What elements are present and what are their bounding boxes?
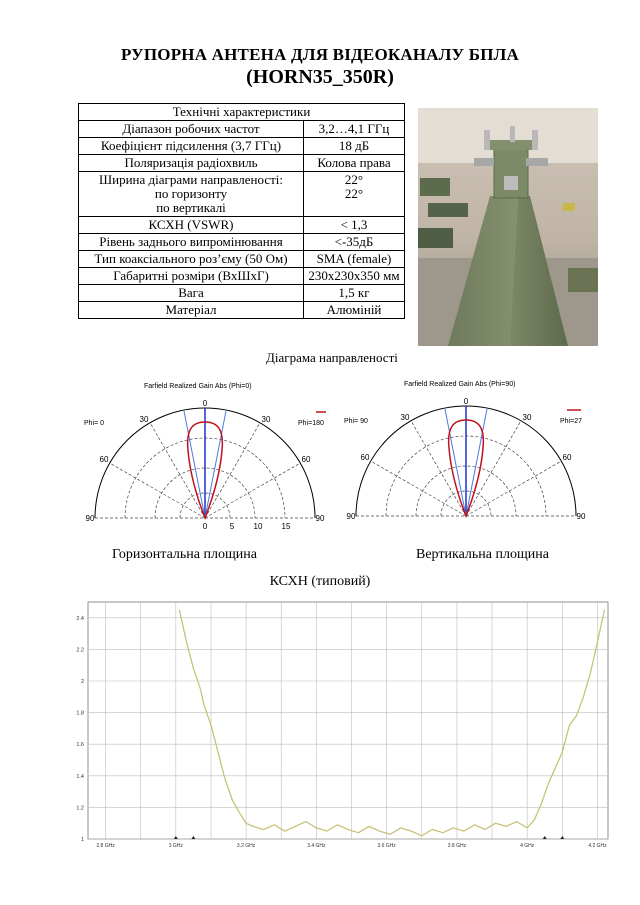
radial-label: 10: [253, 522, 263, 531]
spec-value: < 1,3: [304, 217, 405, 234]
phi-label-right: Phi=27: [560, 418, 582, 425]
polar-plot-horizontal: [80, 395, 330, 535]
spec-param: КСХН (VSWR): [79, 217, 304, 234]
angle-label: 30: [400, 413, 410, 422]
phi-label-left: Phi= 0: [84, 420, 105, 427]
angle-label: 60: [301, 455, 311, 464]
x-tick-labels: [96, 843, 607, 849]
chart-plot-area: [88, 602, 608, 839]
table-row: [79, 217, 405, 234]
table-row: [79, 155, 405, 172]
y-tick-label: 2.4: [76, 615, 84, 622]
spec-param: Коефіцієнт підсилення (3,7 ГГц): [79, 138, 304, 155]
table-row: [79, 302, 405, 319]
radial-label: 5: [229, 522, 235, 531]
angle-label: 0: [202, 399, 208, 408]
document-title-line1: РУПОРНА АНТЕНА ДЛЯ ВІДЕОКАНАЛУ БПЛА: [121, 45, 519, 64]
table-row: [79, 172, 405, 217]
spec-value: Алюміній: [304, 302, 405, 319]
radial-label: 0: [202, 522, 208, 531]
beamwidth-line-left: [445, 409, 466, 516]
angle-label: 90: [576, 512, 586, 521]
diagram-section-title: Діаграма направленості: [266, 350, 398, 365]
x-tick-label: 4.2 GHz: [588, 843, 607, 849]
y-tick-label: 1: [80, 837, 84, 843]
table-row: [79, 138, 405, 155]
spec-param: Рівень заднього випромінювання: [79, 234, 304, 251]
table-row: [79, 234, 405, 251]
vswr-chart: [70, 600, 615, 855]
x-tick-label: 2.8 GHz: [96, 843, 115, 849]
angle-label: 0: [463, 397, 469, 406]
y-tick-label: 1.8: [76, 710, 84, 717]
antenna-photo-illustration: [418, 108, 598, 346]
beamwidth-line-right: [205, 411, 226, 518]
spec-param: Поляризація радіохвиль: [79, 155, 304, 172]
x-tick-label: 3.2 GHz: [236, 843, 256, 849]
radial-label: 15: [281, 522, 291, 531]
spec-value: 18 дБ: [304, 138, 405, 155]
spec-value: 3,2…4,1 ГГц: [304, 121, 405, 138]
spec-value-line: 22°: [344, 186, 364, 201]
spec-param-line: по вертикалі: [156, 200, 226, 215]
caption-horizontal-plane: Горизонтальна площина: [112, 547, 257, 562]
angle-label: 30: [522, 413, 532, 422]
angle-label: 90: [85, 514, 95, 523]
spec-table-heading-row: [79, 104, 405, 121]
spec-value: 230х230х350 мм: [304, 268, 405, 285]
beamwidth-line-right: [466, 409, 487, 516]
polar-plot-vertical: [341, 393, 591, 533]
spec-param: Вага: [79, 285, 304, 302]
table-row: [79, 285, 405, 302]
y-tick-label: 2: [80, 679, 84, 685]
y-tick-label: 2.2: [76, 647, 84, 654]
spec-param-line: Ширина діаграми направленості:: [99, 172, 283, 187]
spec-value-line: 22°: [344, 172, 364, 187]
polar-plot-title-right: Farfield Realized Gain Abs (Phi=90): [404, 381, 516, 388]
polar-plot-title-left: Farfield Realized Gain Abs (Phi=0): [144, 383, 252, 390]
spec-value: 1,5 кг: [304, 285, 405, 302]
table-row: [79, 121, 405, 138]
angle-label: 90: [346, 512, 356, 521]
table-row: [79, 251, 405, 268]
spec-value: SMA (female): [304, 251, 405, 268]
spec-param: [79, 172, 304, 217]
x-tick-label: 4 GHz: [520, 843, 535, 849]
beamwidth-line-left: [184, 411, 205, 518]
y-tick-labels: [76, 616, 84, 843]
caption-vertical-plane: Вертикальна площина: [416, 547, 549, 562]
x-tick-label: 3.8 GHz: [447, 843, 467, 849]
spec-param: Діапазон робочих частот: [79, 121, 304, 138]
antenna-photo: [418, 108, 598, 346]
spec-value: <-35дБ: [304, 234, 405, 251]
vswr-chart-title: КСХН (типовий): [269, 574, 371, 589]
spec-table-heading: Технічні характеристики: [79, 104, 405, 121]
angle-label: 60: [360, 453, 370, 462]
phi-label-right: Phi=180: [298, 420, 324, 427]
phi-label-left: Phi= 90: [344, 418, 368, 425]
angle-label: 60: [99, 455, 109, 464]
spec-value: [304, 172, 405, 217]
spec-param: Матеріал: [79, 302, 304, 319]
y-tick-label: 1.6: [76, 742, 84, 749]
angle-label: 30: [139, 415, 149, 424]
document-title-line2: (HORN35_350R): [246, 66, 394, 88]
spec-param-line: по горизонту: [154, 186, 228, 201]
x-tick-label: 3 GHz: [168, 843, 183, 849]
spec-param: Габаритні розміри (ВхШхГ): [79, 268, 304, 285]
x-tick-label: 3.6 GHz: [377, 843, 396, 849]
table-row: [79, 268, 405, 285]
y-tick-label: 1.2: [76, 805, 84, 812]
spec-param: Тип коаксіального роз’єму (50 Ом): [79, 251, 304, 268]
spec-table: [78, 103, 405, 319]
x-tick-label: 3.4 GHz: [307, 843, 326, 849]
angle-label: 90: [315, 514, 325, 523]
y-tick-label: 1.4: [76, 773, 84, 780]
angle-label: 60: [562, 453, 572, 462]
spec-value: Колова права: [304, 155, 405, 172]
angle-label: 30: [261, 415, 271, 424]
